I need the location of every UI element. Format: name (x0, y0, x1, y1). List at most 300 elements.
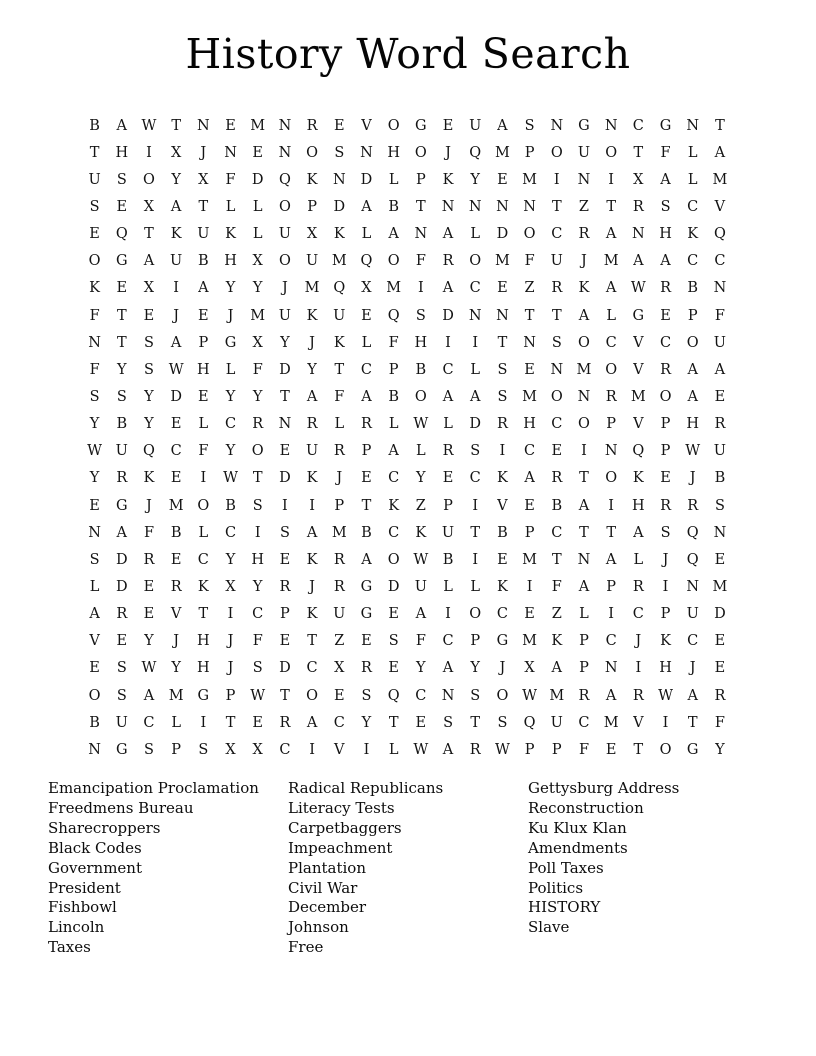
grid-letter: R (632, 578, 644, 595)
grid-letter: E (714, 633, 726, 650)
grid-letter: B (551, 497, 563, 514)
grid-letter: T (551, 307, 562, 324)
grid-letter: T (280, 687, 290, 704)
word-list-item: Gettysburg Address (528, 779, 680, 797)
grid-letter: A (116, 117, 128, 134)
grid-letter: P (524, 524, 535, 541)
grid-letter: C (143, 714, 155, 731)
grid-letter: E (116, 198, 128, 215)
grid-letter: X (198, 171, 209, 188)
word-list-item: Black Codes (48, 838, 142, 857)
grid-letter: W (250, 687, 266, 704)
grid-letter: J (146, 497, 152, 514)
grid-letter: F (415, 253, 426, 270)
word-list-item: December (288, 898, 367, 917)
grid-letter: T (633, 144, 644, 161)
grid-letter: P (660, 606, 671, 623)
grid-letter: G (415, 117, 427, 134)
grid-letter: E (442, 470, 454, 487)
grid-letter: C (605, 633, 617, 650)
grid-letter: T (470, 524, 481, 541)
grid-letter: J (173, 307, 180, 324)
grid-letter: E (660, 470, 671, 487)
grid-letter: T (334, 361, 345, 378)
grid-letter: T (252, 470, 263, 487)
grid-letter: L (470, 361, 481, 378)
grid-letter: I (200, 470, 207, 487)
grid-letter: P (225, 687, 236, 704)
grid-letter: A (170, 198, 182, 215)
grid-letter: D (714, 606, 726, 623)
grid-letter: I (227, 606, 234, 623)
grid-letter: Y (89, 470, 100, 487)
grid-letter: A (633, 253, 644, 270)
grid-letter: E (252, 714, 264, 731)
grid-letter: E (116, 633, 128, 650)
grid-letter: C (687, 253, 699, 270)
grid-letter: E (524, 361, 535, 378)
grid-letter: K (306, 606, 318, 623)
grid-letter: O (306, 687, 319, 704)
grid-letter: D (496, 226, 509, 243)
grid-letter: M (494, 253, 510, 270)
grid-letter: I (254, 524, 261, 541)
grid-letter: B (89, 117, 100, 134)
grid-letter: J (499, 660, 506, 677)
grid-letter: A (143, 253, 155, 270)
grid-letter: R (660, 497, 671, 514)
grid-letter: S (252, 660, 263, 677)
grid-letter: U (686, 606, 699, 623)
grid-letter: N (468, 307, 482, 324)
grid-letter: C (333, 714, 345, 731)
grid-letter: A (497, 117, 508, 134)
grid-letter: N (604, 443, 618, 460)
grid-letter: D (170, 388, 182, 405)
grid-letter: E (170, 551, 182, 568)
grid-letter: Y (225, 280, 236, 297)
grid-letter: X (225, 578, 236, 595)
grid-letter: C (605, 334, 617, 351)
grid-letter: H (251, 551, 265, 568)
grid-letter: T (687, 714, 698, 731)
grid-letter: F (334, 388, 345, 405)
word-list-item: Freedmens Bureau (48, 798, 194, 817)
grid-letter: O (469, 606, 482, 623)
grid-letter: O (605, 361, 618, 378)
grid-letter: F (714, 307, 725, 324)
grid-letter: G (496, 633, 509, 650)
grid-letter: R (361, 416, 372, 433)
grid-letter: P (606, 416, 617, 433)
grid-letter: Y (416, 660, 426, 677)
grid-letter: J (581, 253, 587, 270)
grid-letter: C (687, 633, 699, 650)
word-list-item: Free (288, 938, 324, 957)
grid-letter: O (197, 497, 210, 514)
grid-letter: D (442, 307, 454, 324)
grid-letter: M (549, 687, 565, 704)
grid-letter: M (304, 280, 320, 297)
grid-letter: S (497, 388, 508, 405)
word-list-item: Politics (528, 878, 584, 897)
grid-letter: K (333, 334, 345, 351)
grid-letter: A (361, 388, 372, 405)
word-list-item: President (48, 878, 121, 897)
grid-letter: Z (334, 633, 345, 650)
grid-letter: P (470, 633, 481, 650)
grid-letter: N (278, 416, 292, 433)
grid-letter: S (334, 144, 345, 161)
grid-letter: D (469, 416, 482, 433)
grid-letter: S (252, 497, 263, 514)
grid-letter: S (116, 171, 127, 188)
grid-letter: O (88, 687, 101, 704)
grid-letter: S (443, 714, 453, 731)
word-list-item: Johnson (288, 918, 349, 937)
grid-letter: P (687, 307, 698, 324)
word-list-column-1 (48, 779, 288, 958)
grid-letter: R (687, 497, 699, 514)
grid-letter: L (361, 334, 372, 351)
grid-letter: Q (387, 307, 400, 324)
grid-letter: N (441, 687, 455, 704)
grid-letter: C (551, 226, 563, 243)
grid-letter: R (469, 741, 481, 758)
grid-letter: A (551, 660, 563, 677)
grid-letter: U (550, 253, 563, 270)
grid-letter: A (469, 388, 481, 405)
grid-letter: J (227, 307, 234, 324)
grid-letter: E (497, 171, 508, 188)
grid-letter: J (662, 551, 669, 568)
grid-letter: W (223, 470, 238, 487)
grid-letter: Y (252, 578, 263, 595)
grid-letter: H (197, 633, 210, 650)
grid-letter: F (578, 741, 589, 758)
grid-letter: I (173, 280, 180, 297)
grid-letter: N (632, 226, 645, 243)
grid-letter: A (714, 144, 726, 161)
grid-letter: T (171, 117, 181, 134)
grid-letter: P (660, 443, 671, 460)
grid-letter: T (280, 388, 290, 405)
grid-letter: A (143, 687, 155, 704)
grid-letter: Z (551, 606, 562, 623)
grid-letter: L (334, 416, 345, 433)
grid-letter: M (168, 687, 184, 704)
grid-letter: S (116, 388, 127, 405)
grid-letter: Z (524, 280, 535, 297)
grid-letter: R (252, 416, 264, 433)
grid-letter: J (689, 660, 696, 677)
grid-letter: K (660, 633, 671, 650)
grid-letter: S (470, 443, 481, 460)
grid-letter: R (578, 226, 590, 243)
grid-letter: G (115, 253, 128, 270)
grid-letter: B (714, 470, 726, 487)
grid-letter: J (445, 144, 451, 161)
grid-letter: A (361, 198, 372, 215)
grid-letter: X (143, 198, 155, 215)
grid-letter: H (197, 660, 210, 677)
grid-letter: F (524, 253, 535, 270)
grid-letter: B (388, 198, 399, 215)
grid-letter: S (89, 198, 100, 215)
grid-letter: T (606, 524, 616, 541)
grid-letter: T (116, 334, 127, 351)
grid-letter: N (224, 144, 237, 161)
grid-letter: E (279, 443, 291, 460)
grid-letter: R (551, 470, 563, 487)
grid-letter: R (170, 578, 182, 595)
word-list-item: Plantation (288, 858, 366, 877)
grid-letter: X (306, 226, 318, 243)
grid-letter: Y (144, 388, 154, 405)
word-list-column-3 (528, 779, 768, 938)
word-list-item: Slave (528, 918, 570, 937)
grid-letter: T (225, 714, 236, 731)
grid-letter: Y (171, 660, 181, 677)
grid-letter: K (89, 280, 101, 297)
grid-letter: Q (360, 253, 373, 270)
grid-letter: K (632, 470, 644, 487)
grid-letter: S (551, 334, 562, 351)
grid-letter: R (632, 198, 644, 215)
grid-letter: E (497, 280, 508, 297)
grid-letter: F (225, 171, 236, 188)
grid-letter: J (635, 633, 642, 650)
grid-letter: R (496, 416, 508, 433)
grid-letter: O (387, 253, 400, 270)
grid-letter: S (144, 361, 154, 378)
grid-letter: R (442, 253, 454, 270)
grid-letter: G (115, 497, 128, 514)
grid-letter: X (170, 144, 182, 161)
grid-letter: G (578, 117, 590, 134)
grid-letter: A (306, 524, 318, 541)
word-list-item: Fishbowl (48, 898, 117, 917)
grid-letter: F (89, 307, 100, 324)
grid-letter: A (388, 443, 399, 460)
grid-letter: Q (143, 443, 155, 460)
grid-letter: B (198, 253, 209, 270)
grid-letter: S (660, 524, 671, 541)
word-list-item: Impeachment (288, 838, 393, 857)
grid-letter: V (497, 497, 508, 514)
grid-letter: R (660, 361, 671, 378)
grid-letter: H (523, 416, 536, 433)
grid-letter: C (469, 280, 481, 297)
grid-letter: Z (578, 198, 589, 215)
grid-letter: C (524, 443, 536, 460)
grid-letter: Q (686, 551, 699, 568)
grid-letter: Y (252, 280, 263, 297)
grid-letter: R (116, 470, 128, 487)
grid-letter: K (496, 470, 508, 487)
grid-letter: L (633, 551, 644, 568)
grid-letter: O (278, 253, 291, 270)
grid-letter: C (496, 606, 508, 623)
grid-letter: A (578, 578, 590, 595)
grid-letter: O (659, 741, 672, 758)
grid-letter: K (551, 633, 563, 650)
grid-letter: A (361, 551, 372, 568)
grid-letter: N (577, 388, 591, 405)
grid-letter: G (360, 606, 373, 623)
grid-letter: N (88, 334, 101, 351)
grid-letter: C (197, 551, 209, 568)
grid-letter: H (686, 416, 700, 433)
grid-letter: K (225, 226, 236, 243)
grid-letter: H (659, 226, 672, 243)
grid-letter: R (279, 714, 291, 731)
grid-letter: B (442, 551, 454, 568)
grid-letter: Q (469, 144, 482, 161)
grid-letter: A (605, 687, 617, 704)
grid-letter: M (494, 144, 510, 161)
grid-letter: E (361, 307, 372, 324)
grid-letter: U (414, 578, 427, 595)
grid-letter: M (630, 388, 646, 405)
grid-letter: R (551, 280, 563, 297)
grid-letter: K (306, 171, 318, 188)
grid-letter: V (361, 117, 372, 134)
grid-letter: C (252, 606, 264, 623)
grid-letter: P (551, 741, 562, 758)
grid-letter: P (524, 144, 535, 161)
grid-letter: A (442, 226, 454, 243)
grid-letter: L (470, 226, 481, 243)
grid-letter: S (89, 551, 100, 568)
grid-letter: Q (387, 687, 400, 704)
grid-letter: A (442, 280, 454, 297)
grid-letter: P (280, 606, 290, 623)
grid-letter: E (442, 117, 454, 134)
grid-letter: L (252, 226, 263, 243)
grid-letter: A (442, 660, 454, 677)
grid-letter: A (524, 470, 535, 487)
grid-letter: A (578, 307, 590, 324)
grid-letter: W (87, 443, 103, 460)
grid-letter: L (416, 443, 426, 460)
grid-letter: O (578, 416, 590, 433)
grid-letter: X (633, 171, 644, 188)
grid-letter: E (524, 606, 535, 623)
grid-letter: A (687, 687, 698, 704)
grid-letter: U (115, 443, 128, 460)
grid-letter: I (417, 280, 424, 297)
grid-letter: F (89, 361, 100, 378)
grid-letter: L (388, 741, 399, 758)
grid-letter: N (468, 198, 482, 215)
grid-letter: E (605, 741, 617, 758)
grid-letter: C (551, 524, 563, 541)
grid-letter: X (143, 280, 155, 297)
grid-letter: M (576, 361, 592, 378)
grid-letter: U (278, 226, 292, 243)
grid-letter: U (197, 226, 210, 243)
grid-letter: S (116, 660, 127, 677)
grid-letter: V (714, 198, 726, 215)
grid-letter: B (415, 361, 427, 378)
grid-letter: L (687, 144, 698, 161)
grid-letter: W (630, 280, 646, 297)
grid-letter: B (225, 497, 236, 514)
grid-letter: L (225, 361, 236, 378)
grid-letter: B (361, 524, 372, 541)
grid-letter: A (306, 388, 318, 405)
grid-letter: R (660, 280, 671, 297)
grid-letter: O (550, 388, 563, 405)
grid-letter: S (198, 741, 209, 758)
grid-letter: J (281, 280, 288, 297)
grid-letter: E (333, 687, 345, 704)
grid-letter: R (306, 416, 318, 433)
grid-letter: I (499, 443, 506, 460)
grid-letter: G (197, 687, 210, 704)
grid-letter: J (227, 660, 234, 677)
grid-letter: V (170, 606, 182, 623)
grid-letter: F (252, 361, 263, 378)
grid-letter: H (632, 497, 645, 514)
grid-letter: O (659, 388, 672, 405)
grid-letter: K (687, 226, 699, 243)
grid-letter: O (414, 144, 427, 161)
word-list-item: Poll Taxes (528, 858, 604, 877)
grid-letter: S (361, 687, 372, 704)
grid-letter: O (414, 388, 427, 405)
grid-letter: N (713, 280, 727, 297)
grid-letter: C (687, 198, 699, 215)
grid-letter: C (632, 606, 644, 623)
word-list-item: Government (48, 858, 142, 877)
grid-letter: F (551, 578, 562, 595)
word-search-grid (81, 112, 734, 763)
grid-letter: D (115, 551, 128, 568)
grid-letter: J (173, 633, 180, 650)
word-list-column-2 (288, 779, 528, 958)
grid-letter: K (415, 524, 427, 541)
grid-letter: O (523, 226, 536, 243)
grid-letter: X (252, 253, 263, 270)
grid-letter: D (251, 171, 264, 188)
grid-letter: Y (416, 470, 426, 487)
grid-letter: T (633, 741, 644, 758)
grid-letter: C (469, 470, 481, 487)
grid-letter: C (224, 416, 237, 433)
grid-letter: L (198, 524, 209, 541)
grid-letter: O (550, 144, 563, 161)
grid-letter: G (115, 741, 128, 758)
grid-letter: K (170, 226, 182, 243)
grid-letter: U (305, 443, 319, 460)
grid-letter: H (387, 144, 400, 161)
grid-letter: T (579, 524, 589, 541)
grid-letter: T (144, 226, 154, 243)
word-list-item: Literacy Tests (288, 798, 395, 817)
grid-letter: L (687, 171, 698, 188)
grid-letter: U (305, 253, 319, 270)
grid-letter: C (388, 524, 400, 541)
grid-letter: L (198, 416, 209, 433)
grid-letter: S (524, 117, 535, 134)
grid-letter: E (361, 470, 372, 487)
grid-letter: K (578, 280, 590, 297)
grid-letter: M (168, 497, 184, 514)
grid-letter: A (306, 714, 318, 731)
grid-letter: T (551, 551, 562, 568)
